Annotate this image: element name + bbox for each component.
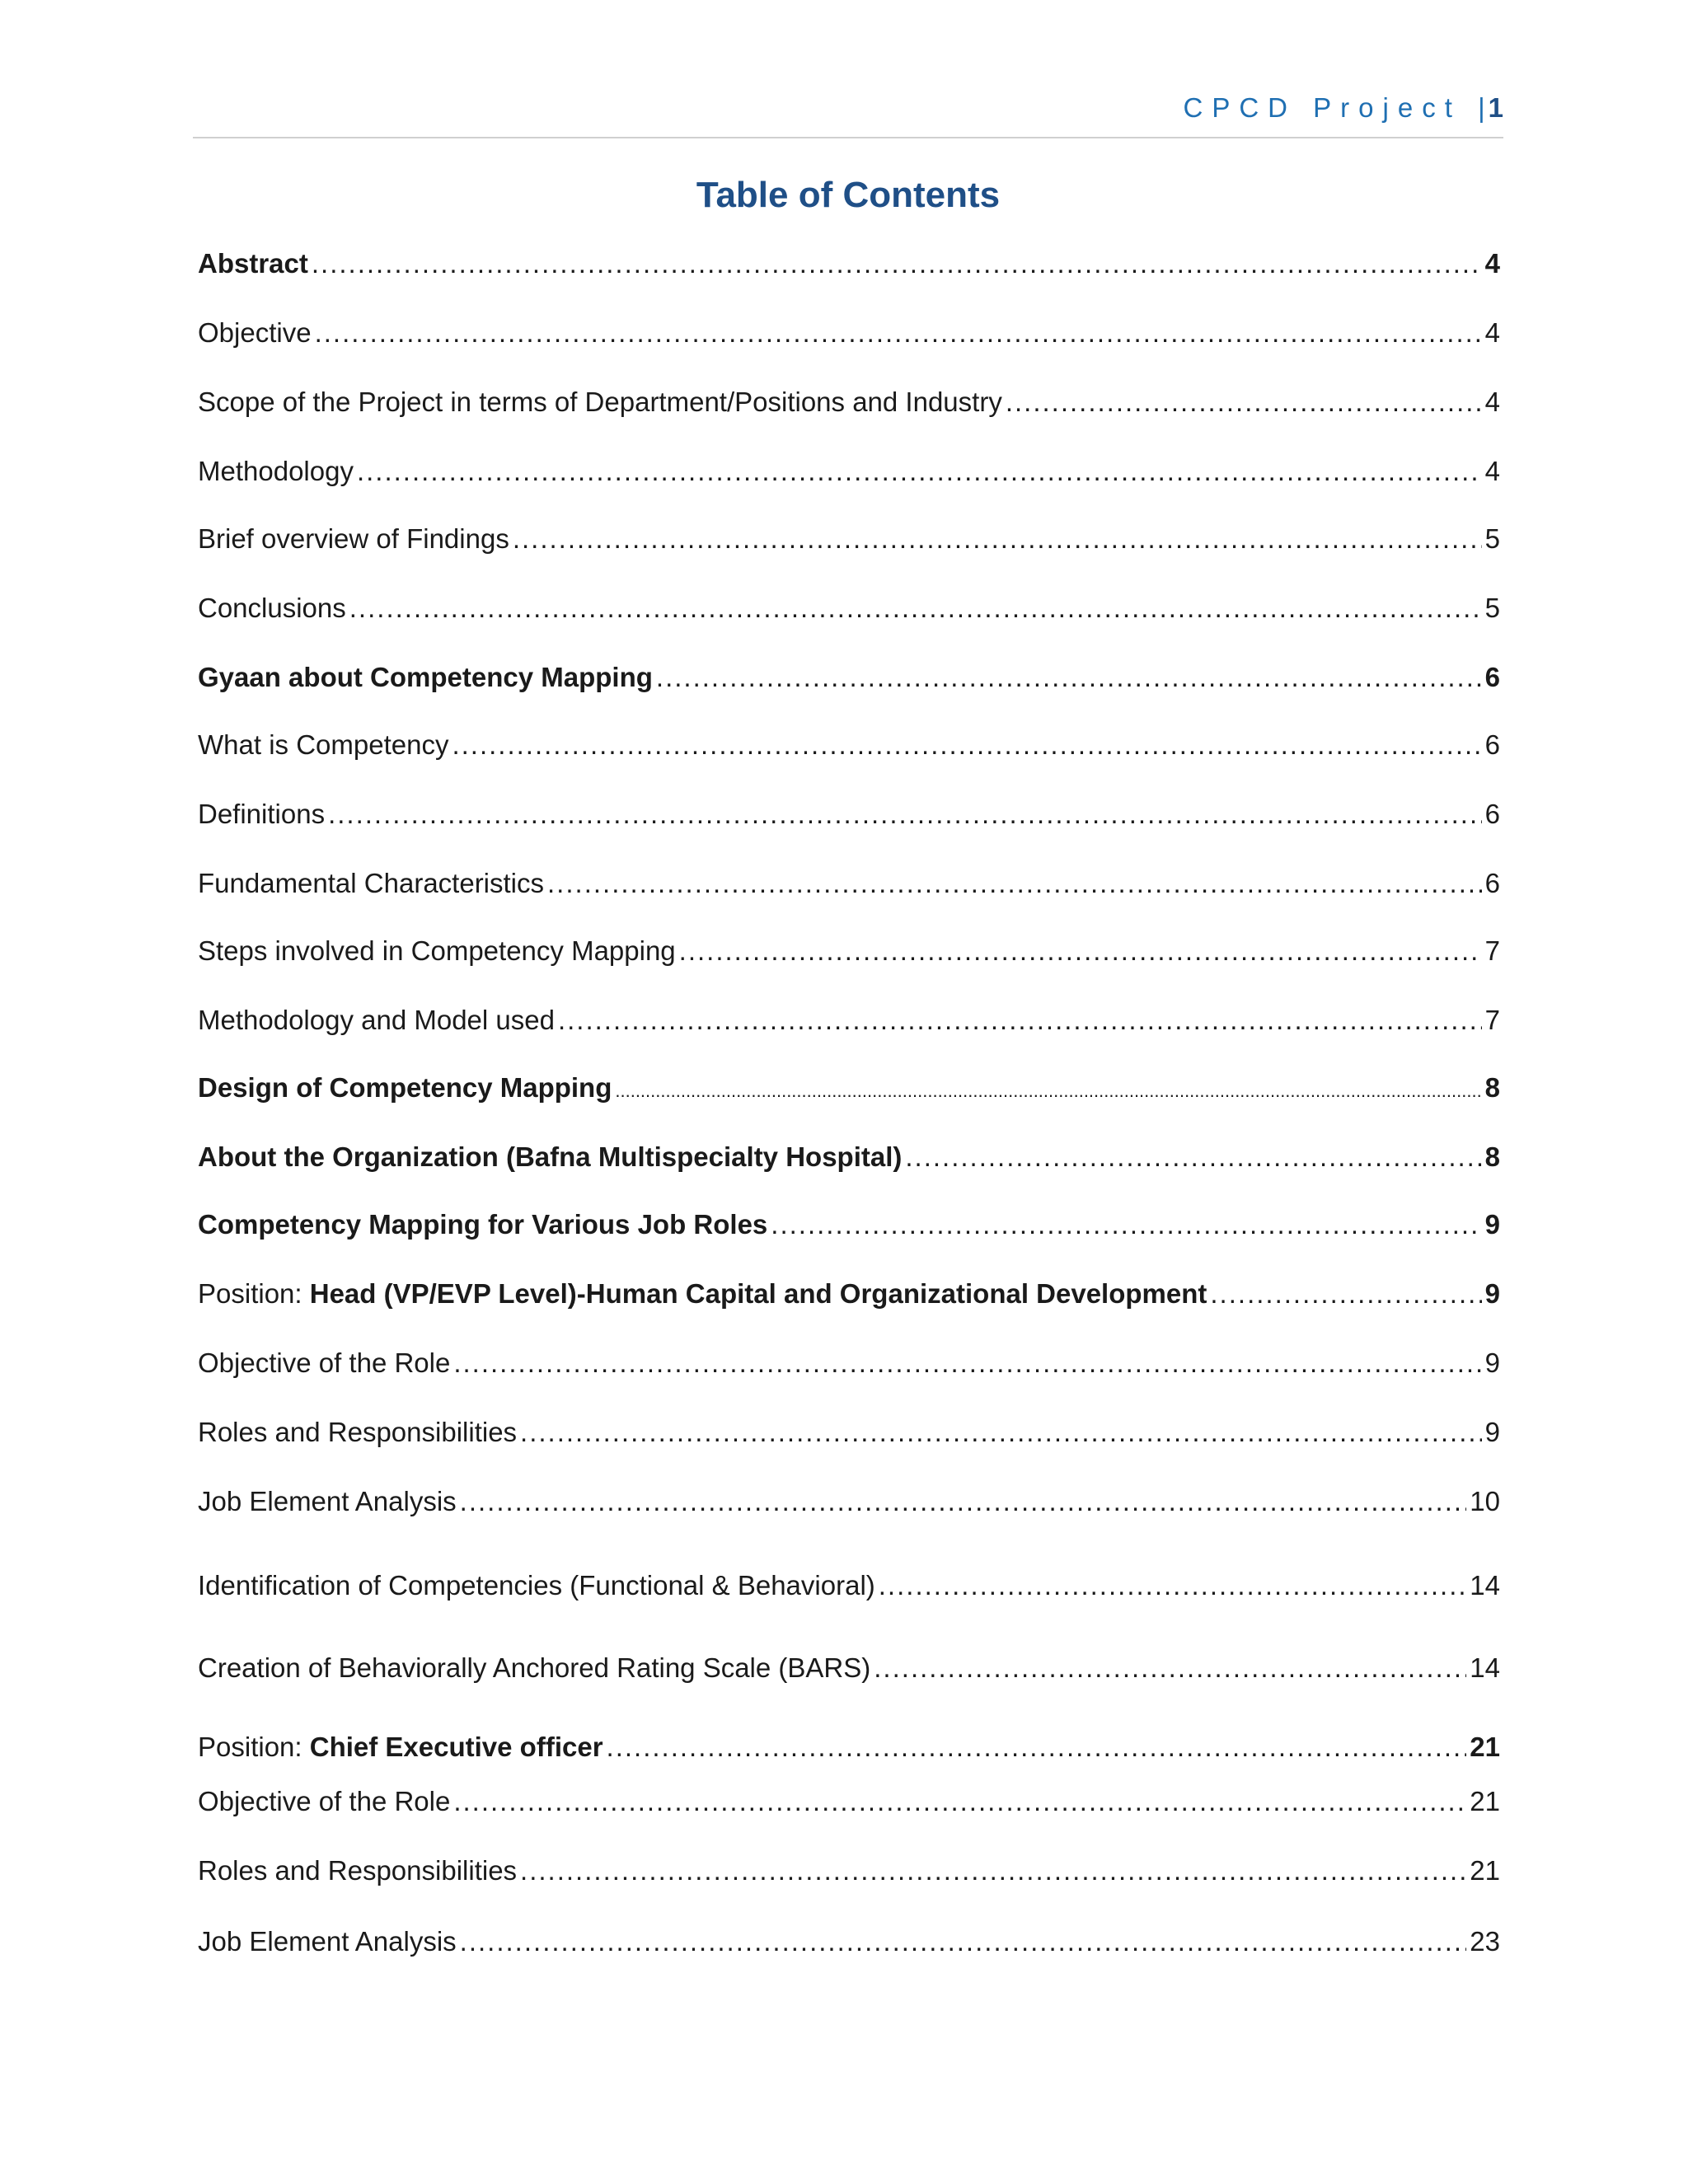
toc-entry-title: Identification of Competencies (Functional & Behavioral) — [198, 1570, 875, 1601]
toc-entry[interactable] — [198, 523, 1500, 555]
toc-entry[interactable] — [198, 1785, 1500, 1818]
toc-entry-title: Job Element Analysis — [198, 1486, 457, 1516]
toc-entry-page: 9 — [1484, 1209, 1500, 1240]
toc-entry[interactable] — [198, 935, 1500, 968]
toc-entry[interactable] — [198, 1731, 1500, 1764]
toc-entry-label — [198, 1925, 457, 1958]
toc-entry-page: 14 — [1470, 1652, 1500, 1683]
toc-entry-label — [198, 316, 312, 349]
toc-entry-page: 4 — [1484, 248, 1500, 279]
toc-entry[interactable] — [198, 661, 1500, 694]
toc-entry-title: Objective — [198, 317, 312, 348]
toc-entry-label — [198, 1277, 1207, 1310]
toc-entry-page: 5 — [1484, 523, 1500, 554]
toc-entry-label — [198, 592, 346, 625]
toc-entry-label — [198, 1652, 870, 1685]
header-page-number: 1 — [1488, 92, 1503, 123]
toc-entry-label — [198, 1416, 517, 1449]
toc-entry-title: Creation of Behaviorally Anchored Rating Scale (BARS) — [198, 1652, 871, 1683]
toc-dot-leader — [607, 1731, 1467, 1764]
toc-entry-title: Brief overview of Findings — [198, 523, 509, 554]
toc-entry-page: 4 — [1484, 387, 1500, 417]
toc-dot-leader — [349, 592, 1482, 625]
toc-dot-leader — [315, 316, 1482, 349]
toc-entry-label — [198, 1785, 450, 1818]
toc-entry-label — [198, 455, 354, 488]
toc-entry-title: Methodology — [198, 456, 354, 486]
header-separator: | — [1478, 92, 1489, 123]
toc-entry-label — [198, 1569, 875, 1602]
toc-entry-label — [198, 523, 509, 555]
toc-entry-label — [198, 1141, 902, 1174]
toc-entry-page: 8 — [1484, 1072, 1500, 1103]
toc-dot-leader — [679, 935, 1482, 968]
toc-entry-page: 6 — [1484, 868, 1500, 898]
toc-entry[interactable] — [198, 1277, 1500, 1310]
toc-entry[interactable] — [198, 729, 1500, 762]
toc-entry-title: Objective of the Role — [198, 1347, 451, 1378]
toc-entry[interactable] — [198, 455, 1500, 488]
toc-entry-title: About the Organization (Bafna Multispecialty Hospital) — [198, 1141, 903, 1172]
header-project-title: CPCD Project — [1183, 92, 1461, 123]
toc-entry-page: 23 — [1470, 1926, 1500, 1957]
toc-entry-label — [198, 386, 1002, 419]
header-divider — [193, 137, 1503, 138]
toc-entry[interactable] — [198, 1416, 1500, 1449]
toc-dot-leader — [460, 1485, 1467, 1518]
toc-entry[interactable] — [198, 1141, 1500, 1174]
toc-entry-title: Abstract — [198, 248, 308, 279]
toc-entry-page: 21 — [1470, 1855, 1500, 1886]
toc-entry-title: Head (VP/EVP Level)-Human Capital and Organizational Development — [309, 1278, 1207, 1309]
toc-entry-title: What is Competency — [198, 729, 449, 760]
toc-entry-label — [198, 1485, 457, 1518]
toc-entry-page: 10 — [1470, 1486, 1500, 1516]
toc-entry-title: Gyaan about Competency Mapping — [198, 662, 653, 692]
toc-entry-title: Scope of the Project in terms of Department/Positions and Industry — [198, 387, 1002, 417]
toc-dot-leader — [312, 247, 1482, 280]
toc-entry[interactable] — [198, 1569, 1500, 1602]
toc-entry-title: Job Element Analysis — [198, 1926, 457, 1957]
toc-entry-page: 6 — [1484, 729, 1500, 760]
toc-entry-page: 9 — [1484, 1347, 1500, 1378]
toc-entry-title: Fundamental Characteristics — [198, 868, 545, 898]
toc-entry-prefix: Position: — [198, 1278, 310, 1309]
toc-dot-leader — [615, 1071, 1481, 1108]
toc-dot-leader — [1210, 1277, 1481, 1310]
toc-entry-title: Steps involved in Competency Mapping — [198, 935, 676, 966]
toc-dot-leader — [328, 798, 1482, 831]
toc-dot-leader — [558, 1004, 1482, 1037]
toc-dot-leader — [879, 1569, 1467, 1602]
toc-entry-page: 6 — [1484, 799, 1500, 829]
toc-entry-label — [198, 935, 676, 968]
toc-entry-label — [198, 729, 448, 762]
toc-entry-page: 4 — [1484, 456, 1500, 486]
toc-dot-leader — [460, 1925, 1467, 1958]
toc-dot-leader — [520, 1854, 1466, 1887]
toc-dot-leader — [874, 1652, 1466, 1685]
toc-title: Table of Contents — [696, 175, 1001, 215]
toc-entry-page: 8 — [1484, 1141, 1500, 1172]
toc-entry[interactable] — [198, 1071, 1500, 1108]
toc-entry-title: Design of Competency Mapping — [198, 1072, 612, 1103]
toc-entry-page: 5 — [1484, 593, 1500, 623]
toc-entry-prefix: Position: — [198, 1732, 310, 1762]
toc-entry-page: 21 — [1470, 1786, 1500, 1816]
toc-entry-label — [198, 1854, 517, 1887]
toc-entry-label — [198, 1731, 603, 1764]
toc-entry[interactable] — [198, 1652, 1500, 1685]
toc-entry-label — [198, 661, 653, 694]
toc-entry-page: 9 — [1484, 1278, 1500, 1309]
toc-entry-title: Roles and Responsibilities — [198, 1417, 518, 1447]
toc-entry[interactable] — [198, 316, 1500, 349]
toc-entry-page: 21 — [1470, 1732, 1500, 1762]
toc-entry-page: 14 — [1470, 1570, 1500, 1601]
toc-dot-leader — [520, 1416, 1482, 1449]
toc-entry-label — [198, 1347, 450, 1380]
toc-entry[interactable] — [198, 1347, 1500, 1380]
toc-entry-title: Roles and Responsibilities — [198, 1855, 518, 1886]
toc-entry[interactable] — [198, 1208, 1500, 1241]
toc-entry-label — [198, 247, 308, 280]
toc-entry-label — [198, 1208, 767, 1241]
toc-entry-page: 7 — [1484, 1005, 1500, 1035]
toc-entry-title: Chief Executive officer — [309, 1732, 603, 1762]
toc-entry-page: 9 — [1484, 1417, 1500, 1447]
toc-entry-title: Objective of the Role — [198, 1786, 451, 1816]
toc-entry[interactable] — [198, 798, 1500, 831]
toc-dot-leader — [656, 661, 1482, 694]
toc-dot-leader — [453, 1785, 1466, 1818]
toc-entry-title: Methodology and Model used — [198, 1005, 555, 1035]
toc-entry-title: Definitions — [198, 799, 326, 829]
toc-entry-page: 7 — [1484, 935, 1500, 966]
toc-entry[interactable] — [198, 1925, 1500, 1958]
toc-entry[interactable] — [198, 867, 1500, 900]
toc-entry[interactable] — [198, 386, 1500, 419]
toc-entry-label — [198, 798, 325, 831]
toc-entry[interactable] — [198, 1854, 1500, 1887]
toc-entry[interactable] — [198, 1004, 1500, 1037]
toc-dot-leader — [452, 729, 1481, 762]
toc-entry[interactable] — [198, 592, 1500, 625]
toc-dot-leader — [905, 1141, 1481, 1174]
toc-entry-label — [198, 1071, 612, 1104]
toc-dot-leader — [357, 455, 1482, 488]
toc-entry[interactable] — [198, 247, 1500, 280]
toc-entry-title: Conclusions — [198, 593, 346, 623]
toc-entry-title: Competency Mapping for Various Job Roles — [198, 1209, 768, 1240]
toc-entry-label — [198, 1004, 555, 1037]
toc-entry-page: 6 — [1484, 662, 1500, 692]
toc-entry[interactable] — [198, 1485, 1500, 1518]
toc-dot-leader — [513, 523, 1482, 555]
toc-dot-leader — [547, 867, 1482, 900]
toc-dot-leader — [771, 1208, 1481, 1241]
toc-entry-page: 4 — [1484, 317, 1500, 348]
toc-dot-leader — [453, 1347, 1481, 1380]
page-header — [193, 92, 1503, 124]
toc-entry-label — [198, 867, 544, 900]
toc-dot-leader — [1006, 386, 1482, 419]
